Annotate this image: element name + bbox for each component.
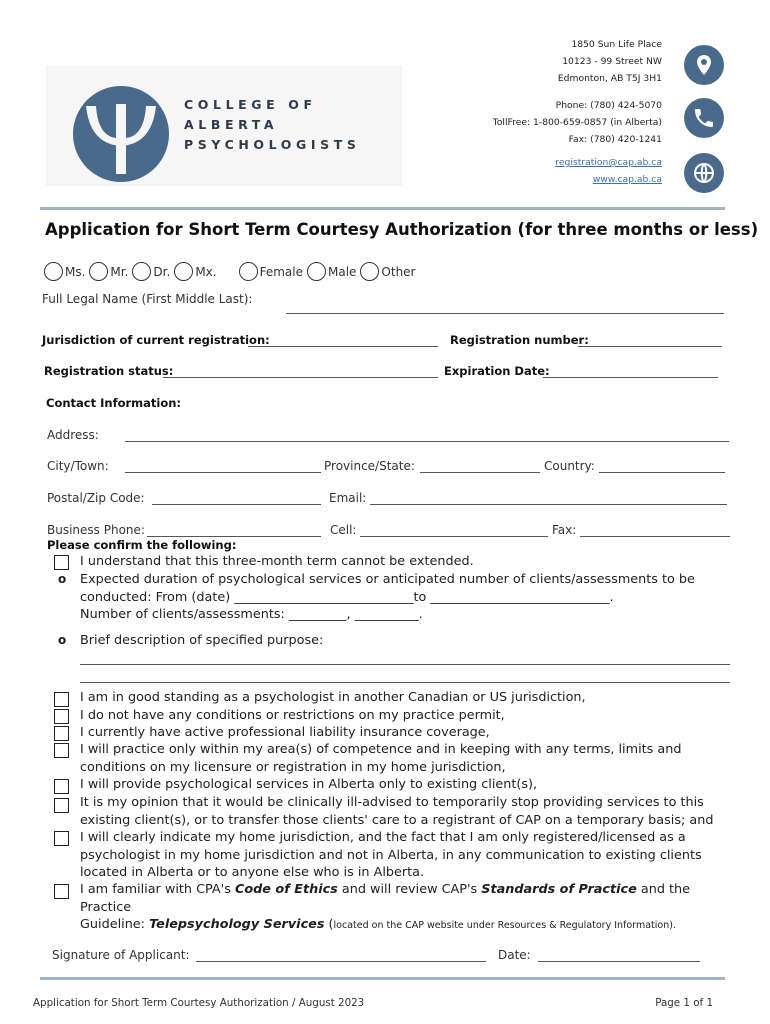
radio-dr[interactable] — [132, 262, 151, 281]
checkbox-term-not-extended[interactable] — [54, 555, 69, 570]
existing-clients-text: I will provide psychological services in Alberta only to existing client(s), — [80, 777, 538, 792]
checkbox-familiar[interactable] — [54, 884, 69, 899]
signature-label: Signature of Applicant: — [52, 948, 190, 962]
competence-text: I will practice only within my area(s) of competence and in keeping with any terms, limits and conditions on my licensure or registration in my home jurisdiction, — [80, 742, 682, 775]
bullet-purpose: o — [58, 633, 67, 647]
checkbox-indicate-jurisdiction[interactable] — [54, 831, 69, 846]
purpose-label: Brief description of specified purpose: — [80, 633, 324, 648]
psi-logo-icon — [66, 84, 176, 184]
purpose-field-line2[interactable] — [80, 682, 730, 683]
salutation-row: Ms. Mr. Dr. Mx. Female Male Other — [44, 262, 416, 281]
footer-divider — [40, 977, 725, 980]
term-not-extended-text: I understand that this three-month term cannot be extended. — [80, 554, 474, 569]
full-name-label: Full Legal Name (First Middle Last): — [42, 292, 253, 306]
country-label: Country: — [544, 459, 595, 473]
business-phone-field[interactable] — [147, 536, 321, 537]
header-divider — [40, 207, 725, 210]
jurisdiction-label: Jurisdiction of current registration: — [42, 333, 270, 347]
checkbox-competence[interactable] — [54, 743, 69, 758]
full-name-field[interactable] — [286, 313, 724, 314]
date-field[interactable] — [538, 961, 700, 962]
purpose-field-line1[interactable] — [80, 664, 730, 665]
website-link[interactable]: www.cap.ab.ca — [592, 174, 662, 185]
checkbox-opinion[interactable] — [54, 798, 69, 813]
radio-mr[interactable] — [89, 262, 108, 281]
registration-number-field[interactable] — [578, 346, 722, 347]
postal-field[interactable] — [152, 504, 321, 505]
registration-status-label: Registration status: — [44, 364, 174, 378]
duration-block: Expected duration of psychological services or anticipated number of clients/assessments to be conducted: From (date) ____________________________to ____________________________. Number of clients/assessments: _________, __________. — [80, 572, 695, 622]
cell-label: Cell: — [330, 523, 357, 537]
registration-status-field[interactable] — [163, 377, 438, 378]
address-label: Address: — [47, 428, 99, 442]
indicate-jurisdiction-text: I will clearly indicate my home jurisdiction, and the fact that I am only registered/licensed as a psychologist in my home jurisdiction and not in Alberta, in any communication to existing clients located in Alberta or to anyone else who is in Alberta. — [80, 830, 702, 880]
org-name: COLLEGE OF ALBERTA PSYCHOLOGISTS — [184, 97, 361, 152]
globe-icon — [684, 153, 724, 193]
fax-field[interactable] — [580, 536, 730, 537]
registration-number-label: Registration number: — [450, 333, 589, 347]
location-pin-icon — [684, 45, 724, 85]
email-label: Email: — [329, 491, 367, 505]
email-link[interactable]: registration@cap.ab.ca — [555, 157, 662, 168]
jurisdiction-field[interactable] — [248, 346, 438, 347]
signature-field[interactable] — [196, 961, 486, 962]
cell-field[interactable] — [360, 536, 548, 537]
province-label: Province/State: — [324, 459, 415, 473]
insurance-text: I currently have active professional liability insurance coverage, — [80, 725, 490, 740]
province-field[interactable] — [420, 472, 540, 473]
expiration-date-label: Expiration Date: — [444, 364, 550, 378]
radio-male[interactable] — [307, 262, 326, 281]
address-block: 1850 Sun Life Place 10123 - 99 Street NW Edmonton, AB T5J 3H1 — [557, 39, 662, 84]
footer-left: Application for Short Term Courtesy Authorization / August 2023 — [33, 997, 365, 1009]
contact-block: Phone: (780) 424-5070 TollFree: 1-800-659-0857 (in Alberta) Fax: (780) 420-1241 — [492, 100, 662, 145]
email-field[interactable] — [370, 504, 727, 505]
contact-heading: Contact Information: — [46, 396, 182, 410]
good-standing-text: I am in good standing as a psychologist in another Canadian or US jurisdiction, — [80, 690, 586, 705]
confirm-heading: Please confirm the following: — [47, 538, 237, 552]
radio-other[interactable] — [360, 262, 379, 281]
footer-page-number: Page 1 of 1 — [655, 997, 713, 1009]
web-block — [555, 154, 662, 188]
form-title: Application for Short Term Courtesy Authorization (for three months or less) — [45, 220, 759, 239]
bullet-duration: o — [58, 572, 67, 586]
address-field[interactable] — [125, 441, 729, 442]
checkbox-insurance[interactable] — [54, 726, 69, 741]
checkbox-good-standing[interactable] — [54, 692, 69, 707]
business-phone-label: Business Phone: — [47, 523, 145, 537]
radio-female[interactable] — [239, 262, 258, 281]
fax-label: Fax: — [552, 523, 577, 537]
expiration-date-field[interactable] — [543, 377, 718, 378]
country-field[interactable] — [599, 472, 725, 473]
familiar-text: I am familiar with CPA's Code of Ethics and will review CAP's Standards of Practice and the Practice Guideline: Telepsychology Services (located on the CAP website under Resources & Regulatory Information). — [80, 882, 691, 932]
checkbox-existing-clients[interactable] — [54, 779, 69, 794]
radio-mx[interactable] — [174, 262, 193, 281]
date-label: Date: — [498, 948, 531, 962]
phone-icon — [684, 98, 724, 138]
no-conditions-text: I do not have any conditions or restrictions on my practice permit, — [80, 708, 505, 723]
opinion-text: It is my opinion that it would be clinically ill-advised to temporarily stop providing services to this existing client(s), or to transfer those clients' care to a registrant of CAP on a temporary basis; and — [80, 795, 714, 828]
city-field[interactable] — [125, 472, 321, 473]
checkbox-no-conditions[interactable] — [54, 709, 69, 724]
postal-label: Postal/Zip Code: — [47, 491, 145, 505]
radio-ms[interactable] — [44, 262, 63, 281]
city-label: City/Town: — [47, 459, 109, 473]
